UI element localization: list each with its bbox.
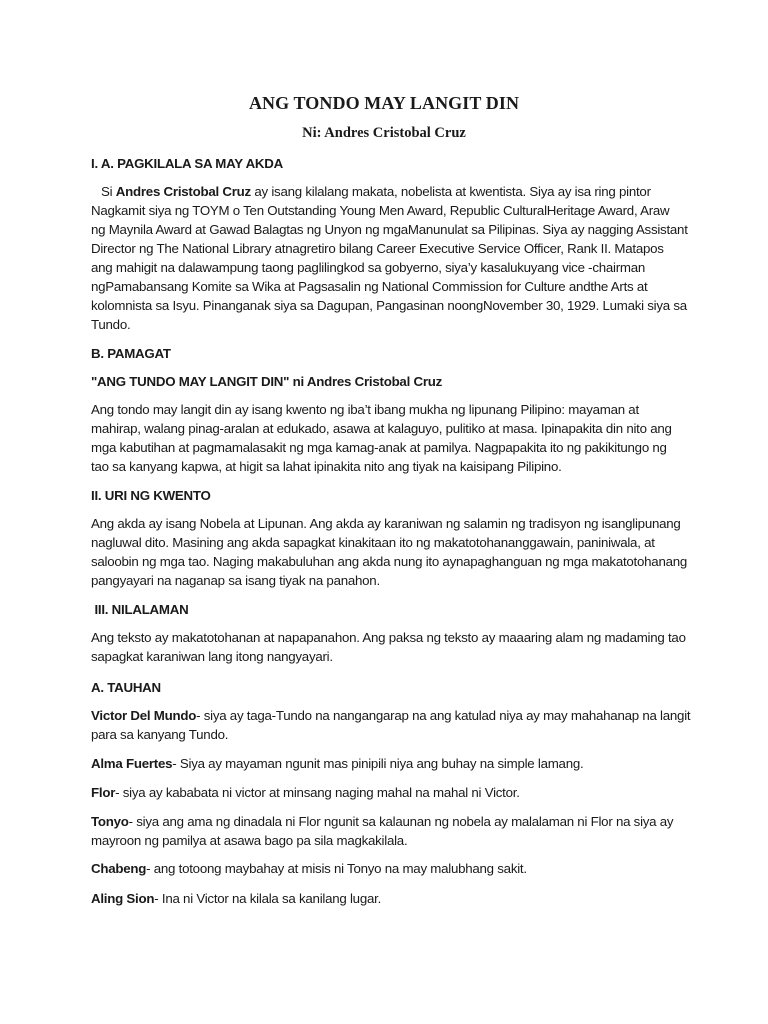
para-text: Si [101,184,116,199]
para-line: mahirap, walang pinag-aralan at edukado, asawa at kalaguyo, pulitiko at masa. Ipinapakita din nito ang [91,421,672,436]
para-line: mga kabutihan at pagmamalasakit ng mga kamag-anak at pamilya. Nagpapakita ito ng pakikitungo ng [91,440,667,455]
section-heading-tauhan: A. TAUHAN [91,680,161,695]
para-line: Ang akda ay isang Nobela at Lipunan. Ang akda ay karaniwan ng salamin ng tradisyon ng isanglipunang [91,516,681,531]
character-desc: - ang totoong maybahay at misis ni Tonyo na may malubhang sakit. [146,861,527,876]
section-heading-pagkilala: I. A. PAGKILALA SA MAY AKDA [91,156,283,171]
character-entry [91,754,691,773]
character-desc: - siya ang ama ng dinadala ni Flor ngunit sa kalaunan ng nobela ay malalaman ni Flor na siya ay [128,814,674,829]
paragraph-pamagat [91,400,691,476]
paragraph-uri [91,514,691,590]
pamagat-title-line: "ANG TUNDO MAY LANGIT DIN" ni Andres Cristobal Cruz [91,374,443,389]
character-desc: - Siya ay mayaman ngunit mas pinipili niya ang buhay na simple lamang. [172,756,584,771]
character-name: Flor [91,785,116,800]
character-entry [91,889,691,908]
character-desc: para sa kanyang Tundo. [91,727,229,742]
character-name: Victor Del Mundo [91,708,197,723]
paragraph-pagkilala [91,182,691,334]
para-line: nagluwal dito. Masining ang akda sapagkat kinakitaan ito ng makatotohananggawain, paniniwala, at [91,535,655,550]
character-name: Chabeng [91,861,147,876]
para-text: ay isang kilalang makata, nobelista at kwentista. Siya ay isa ring pintor [250,184,651,199]
character-desc: - siya ay taga-Tundo na nangangarap na ang katulad niya ay may mahahanap na langit [196,708,691,723]
author-name-bold: Andres Cristobal Cruz [115,184,251,199]
document-title: ANG TONDO MAY LANGIT DIN [248,93,520,113]
para-line: pangyayari na naganap sa isang tiyak na panahon. [91,573,380,588]
section-heading-uri: II. URI NG KWENTO [91,488,211,503]
character-desc: mayroon ng pamilya at asawa bago pa sila magkakilala. [91,833,408,848]
para-line: kolomnista sa Isyu. Pinanganak siya sa Dagupan, Pangasinan noongNovember 30, 1929. Lumaki siya sa [91,298,687,313]
character-entry [91,812,691,850]
para-line: Director ng The National Library atnagretiro bilang Career Executive Service Officer, Rank II. Matapos [91,241,664,256]
paragraph-nilalaman [91,628,691,666]
para-line: sapagkat karaniwan lang itong nangyayari. [91,649,333,664]
para-line: tao sa kanyang kapwa, at higit sa lahat ipinakita nito ang tiyak na kaisipang Pilipino. [91,459,562,474]
character-desc: - siya ay kababata ni victor at minsang naging mahal na mahal ni Victor. [115,785,520,800]
character-name: Alma Fuertes [91,756,173,771]
para-line: Ang tondo may langit din ay isang kwento ng iba’t ibang mukha ng lipunang Pilipino: mayaman at [91,402,639,417]
character-name: Tonyo [91,814,129,829]
para-line: Tundo. [91,317,131,332]
character-entry [91,706,691,744]
para-line: ang mahigit na dalawampung taong paglilingkod sa gobyerno, siya’y kasalukuyang vice -chairman [91,260,646,275]
character-entry [91,859,691,878]
para-line: ng Maynila Award at Gawad Balagtas ng Unyon ng mgaManunulat sa Pilipinas. Siya ay nagging Assistant [91,222,688,237]
para-line: ngPamabansang Komite sa Wika at Pagsasalin ng National Commission for Culture andthe Arts at [91,279,648,294]
character-desc: - Ina ni Victor na kilala sa kanilang lugar. [154,891,382,906]
para-line: Ang teksto ay makatotohanan at napapanahon. Ang paksa ng teksto ay maaaring alam ng madaming tao [91,630,686,645]
character-entry [91,783,691,802]
section-heading-pamagat: B. PAMAGAT [91,346,171,361]
para-line: Nagkamit siya ng TOYM o Ten Outstanding Young Men Award, Republic CulturalHeritage Award, Araw [91,203,670,218]
author-line: Ni: Andres Cristobal Cruz [302,125,466,141]
para-line: saloobin ng mga tao. Naging makabuluhan ang akda nung ito aynapaghanguan ng mga makatotohanang [91,554,688,569]
section-heading-nilalaman: III. NILALAMAN [91,602,189,617]
character-name: Aling Sion [91,891,155,906]
